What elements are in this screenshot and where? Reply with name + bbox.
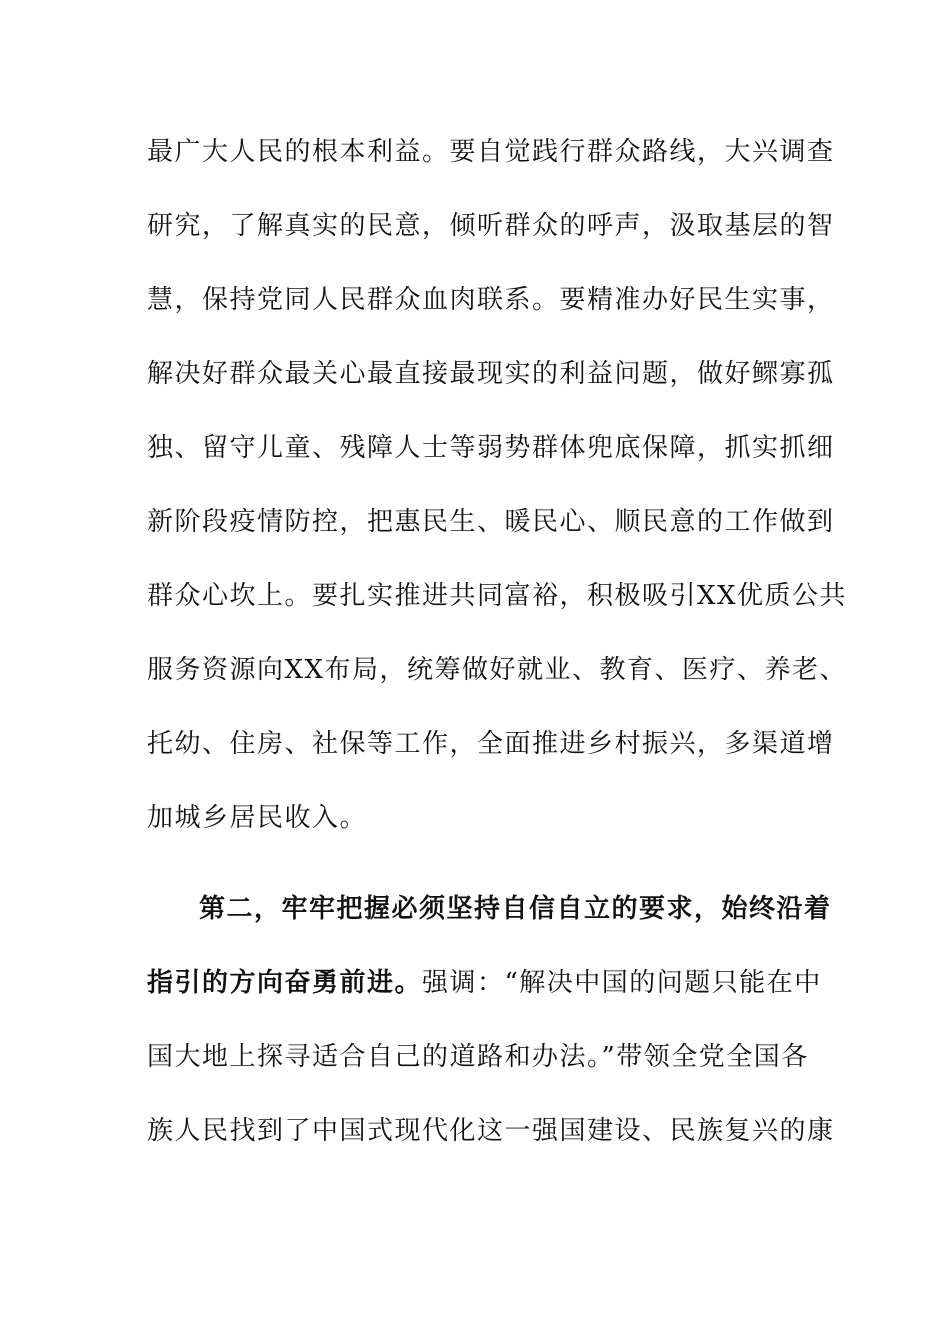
paragraph-line: 加城乡居民收入。 (147, 803, 368, 833)
section-heading-end: 指引的方向奋勇前进。 (147, 968, 423, 998)
paragraph-line: 慧，保持党同人民群众血肉联系。要精准办好民生实事， (147, 285, 835, 315)
paragraph-line: 服务资源向XX布局，统筹做好就业、教育、医疗、养老、 (147, 655, 848, 685)
paragraph-line: 最广大人民的根本利益。要自觉践行群众路线，大兴调查 (147, 137, 835, 167)
paragraph-line: 独、留守儿童、残障人士等弱势群体兜底保障，抓实抓细 (147, 433, 835, 463)
paragraph-text: 强调：“解决中国的问题只能在中 (422, 968, 822, 998)
paragraph-line: 新阶段疫情防控，把惠民生、暖民心、顺民意的工作做到 (147, 507, 835, 537)
paragraph-line-mixed (147, 967, 822, 999)
paragraph-line: 研究，了解真实的民意，倾听群众的呼声，汲取基层的智 (147, 211, 835, 241)
paragraph-line: 国大地上探寻适合自己的道路和办法。”带领全党全国各 (147, 1042, 809, 1072)
paragraph-line: 托幼、住房、社保等工作，全面推进乡村振兴，多渠道增 (147, 729, 835, 759)
paragraph-line: 族人民找到了中国式现代化这一强国建设、民族复兴的康 (147, 1116, 835, 1146)
paragraph-line: 解决好群众最关心最直接最现实的利益问题，做好鳏寡孤 (147, 359, 835, 389)
paragraph-line: 群众心坎上。要扎实推进共同富裕，积极吸引XX优质公共 (147, 581, 848, 611)
section-heading-line: 第二，牢牢把握必须坚持自信自立的要求，始终沿着 (199, 894, 832, 924)
